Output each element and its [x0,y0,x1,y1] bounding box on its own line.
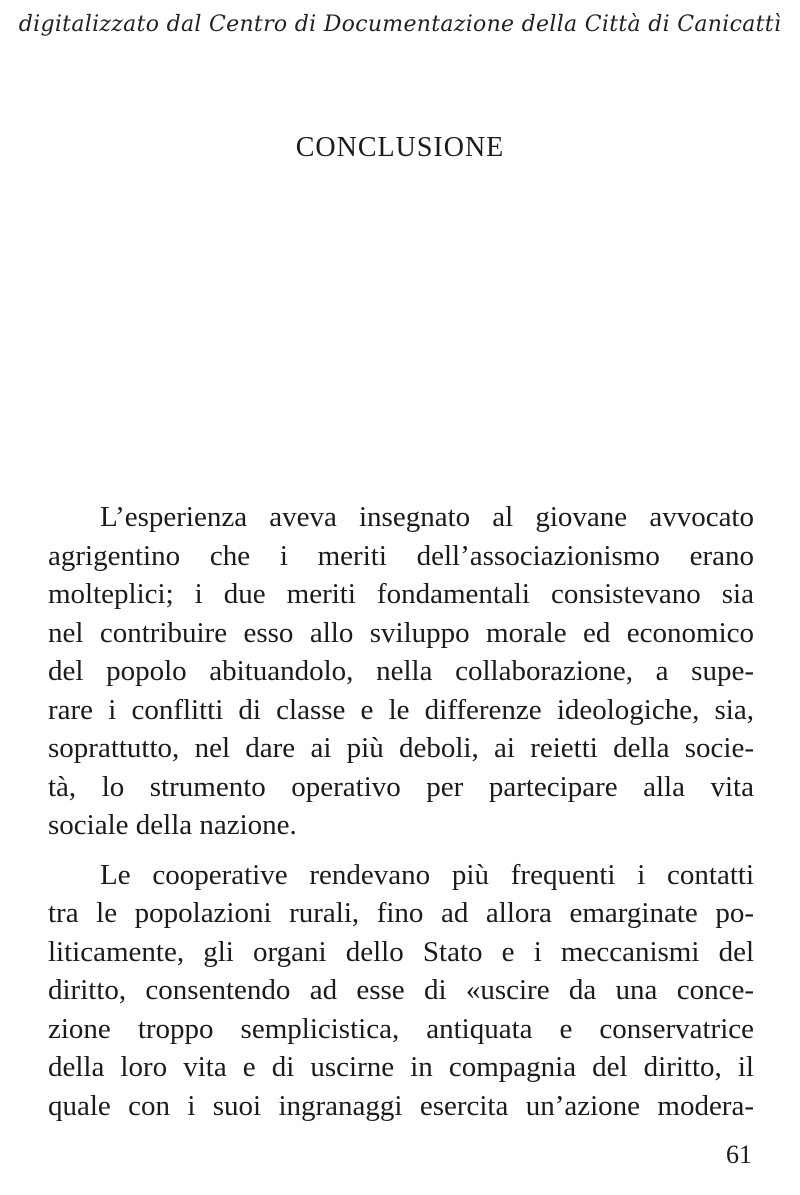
paragraph-2 [48,856,754,1126]
text-line: della loro vita e di uscirne in compagnia del diritto, il [48,1051,754,1083]
text-line: agrigentino che i meriti dell’associazionismo erano [48,539,754,572]
text-line: nel contribuire esso allo sviluppo morale ed economico [48,616,754,649]
digitization-watermark: digitalizzato dal Centro di Documentazione della Città di Canicattì [18,12,782,37]
text-line: tra le popolazioni rurali, fino ad allora emarginate po- [48,897,754,929]
text-line: molteplici; i due meriti fondamentali consistevano sia [48,578,754,610]
text-line: L’esperienza aveva insegnato al giovane avvocato [100,501,754,533]
text-line: tà, lo strumento operativo per partecipare alla vita [48,770,754,803]
text-line: sociale della nazione. [48,809,297,841]
text-line: rare i conflitti di classe e le differenze ideologiche, sia, [48,693,754,726]
text-line: quale con i suoi ingranaggi esercita un’azione modera- [48,1089,754,1122]
paragraph-1 [48,498,754,845]
page-number: 61 [726,1140,752,1169]
paragraph-gap [48,845,754,856]
text-line: liticamente, gli organi dello Stato e i meccanismi del [48,935,754,968]
chapter-title: CONCLUSIONE [295,132,505,163]
body-text [48,498,754,1125]
text-line: Le cooperative rendevano più frequenti i contatti [100,858,754,891]
text-line: soprattutto, nel dare ai più deboli, ai reietti della socie- [48,732,754,764]
text-line: zione troppo semplicistica, antiquata e conservatrice [48,1012,754,1045]
text-line: del popolo abituandolo, nella collaborazione, a supe- [48,655,754,687]
text-line: diritto, consentendo ad esse di «uscire da una conce- [48,974,754,1006]
